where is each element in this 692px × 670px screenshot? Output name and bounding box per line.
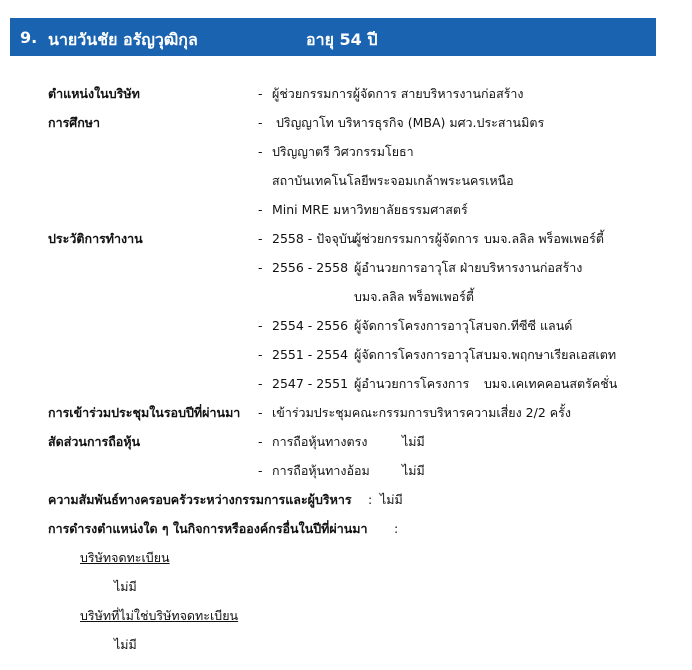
- listed-company-label: บริษัทจดทะเบียน: [80, 550, 170, 565]
- meetings-value: เข้าร่วมประชุมคณะกรรมการบริหารความเสี่ยง 2/2 ครั้ง: [272, 405, 571, 420]
- dash: -: [258, 231, 263, 246]
- work-label: ประวัติการทำงาน: [48, 231, 143, 246]
- dash: -: [258, 463, 263, 478]
- dash: -: [258, 260, 263, 275]
- position-label: ตำแหน่งในบริษัท: [48, 86, 140, 101]
- section-header: [10, 18, 656, 56]
- work-period: 2554 - 2556: [272, 318, 349, 333]
- dash: -: [258, 318, 263, 333]
- dash: -: [258, 202, 263, 217]
- dash: -: [258, 115, 263, 130]
- meetings-label: การเข้าร่วมประชุมในรอบปีที่ผ่านมา: [48, 405, 241, 420]
- shareholding-label: สัดส่วนการถือหุ้น: [48, 434, 141, 449]
- work-role: ผู้จัดการโครงการอาวุโส: [354, 347, 484, 362]
- dash: -: [258, 405, 263, 420]
- dash: -: [258, 376, 263, 391]
- dash: -: [258, 347, 263, 362]
- education-label: การศึกษา: [48, 115, 101, 130]
- education-item: Mini MRE มหาวิทยาลัยธรรมศาสตร์: [272, 202, 468, 217]
- education-item: ปริญญาโท บริหารธุรกิจ (MBA) มศว.ประสานมิตร: [276, 115, 545, 130]
- work-company: บจก.ทีซีซี แลนด์: [484, 318, 573, 333]
- work-company: บมจ.เคเทคคอนสตรัคชั่น: [484, 376, 618, 391]
- person-age: อายุ 54 ปี: [306, 30, 378, 49]
- direct-shareholding-value: ไม่มี: [402, 434, 425, 449]
- family-colon: :: [368, 492, 373, 507]
- unlisted-company-label: บริษัทที่ไม่ใช่บริษัทจดทะเบียน: [80, 608, 239, 623]
- family-value: ไม่มี: [380, 492, 403, 507]
- direct-shareholding-label: การถือหุ้นทางตรง: [272, 434, 368, 449]
- work-role: ผู้อำนวยการโครงการ: [354, 376, 470, 391]
- family-label: ความสัมพันธ์ทางครอบครัวระหว่างกรรมการและผู้บริหาร: [48, 492, 352, 507]
- indirect-shareholding-value: ไม่มี: [402, 463, 425, 478]
- education-item: ปริญญาตรี วิศวกรรมโยธา: [272, 144, 414, 159]
- dash: -: [258, 86, 263, 101]
- section-number: 9.: [20, 28, 38, 47]
- work-role: ผู้อำนวยการอาวุโส ฝ่ายบริหารงานก่อสร้าง: [354, 260, 583, 275]
- work-period: 2551 - 2554: [272, 347, 349, 362]
- person-name: นายวันชัย อรัญวุฒิกุล: [48, 30, 198, 49]
- work-role: ผู้ช่วยกรรมการผู้จัดการ: [354, 231, 479, 246]
- listed-company-value: ไม่มี: [114, 579, 137, 594]
- dash: -: [258, 144, 263, 159]
- other-positions-colon: :: [394, 521, 399, 536]
- work-company: บมจ.พฤกษาเรียลเอสเตท: [484, 347, 617, 362]
- work-period: 2556 - 2558: [272, 260, 349, 275]
- work-role: ผู้จัดการโครงการอาวุโส: [354, 318, 484, 333]
- position-value: ผู้ช่วยกรรมการผู้จัดการ สายบริหารงานก่อสร้าง: [272, 86, 524, 101]
- work-period: 2547 - 2551: [272, 376, 349, 391]
- work-role: บมจ.ลลิล พร็อพเพอร์ตี้: [354, 289, 474, 304]
- indirect-shareholding-label: การถือหุ้นทางอ้อม: [272, 463, 370, 478]
- unlisted-company-value: ไม่มี: [114, 637, 137, 652]
- work-period: 2558 - ปัจจุบัน: [272, 231, 356, 246]
- education-item: สถาบันเทคโนโลยีพระจอมเกล้าพระนครเหนือ: [272, 173, 514, 188]
- dash: -: [258, 434, 263, 449]
- work-company: บมจ.ลลิล พร็อพเพอร์ตี้: [484, 231, 604, 246]
- other-positions-label: การดำรงตำแหน่งใด ๆ ในกิจการหรือองค์กรอื่นในปีที่ผ่านมา: [48, 521, 368, 536]
